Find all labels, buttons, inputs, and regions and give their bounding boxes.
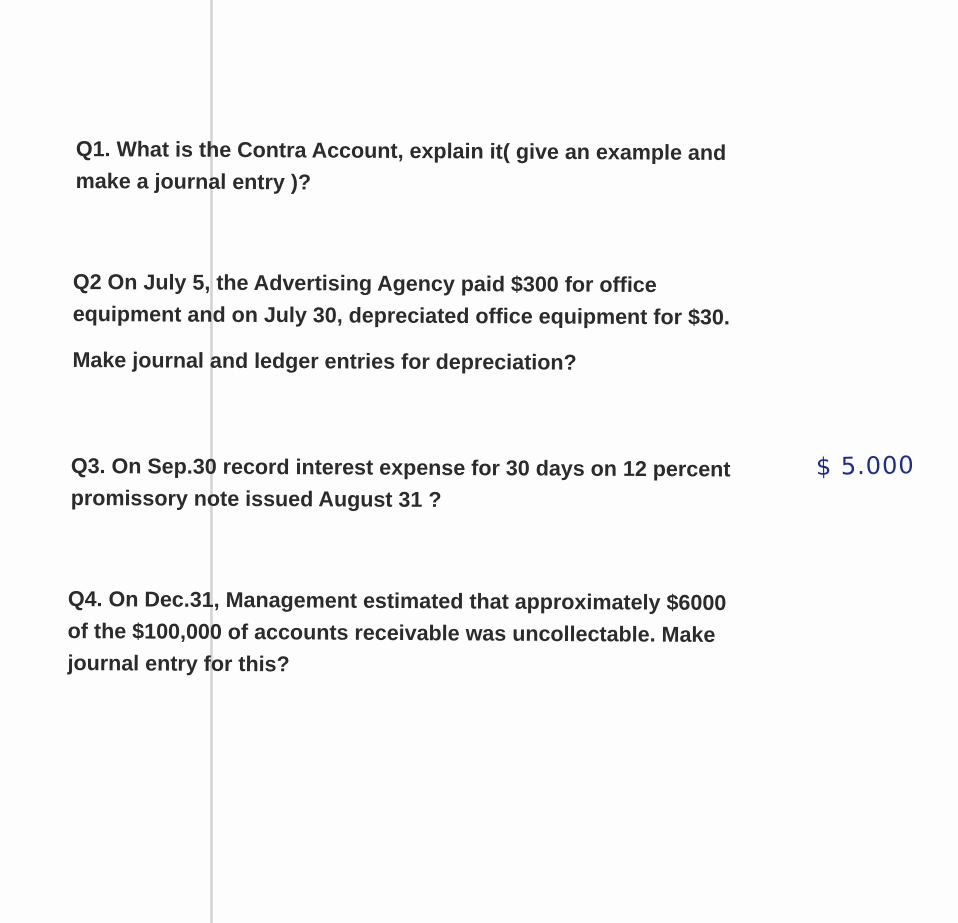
question-2 bbox=[72, 266, 730, 379]
question-3 bbox=[71, 450, 731, 517]
question-2-line-1: Q2 On July 5, the Advertising Agency paid $300 for office bbox=[72, 269, 657, 298]
question-1-line-2: make a journal entry )? bbox=[75, 168, 312, 195]
question-1-line-1: Q1. What is the Contra Account, explain it( give an example and bbox=[75, 136, 727, 165]
question-4 bbox=[67, 583, 726, 683]
question-4-line-3: journal entry for this? bbox=[67, 650, 290, 677]
question-3-line-1: Q3. On Sep.30 record interest expense for 30 days on 12 percent bbox=[70, 453, 731, 482]
question-3-line-2: promissory note issued August 31 ? bbox=[70, 485, 442, 512]
question-4-line-2: of the $100,000 of accounts receivable was uncollectable. Make bbox=[67, 618, 716, 647]
question-2-line-2: equipment and on July 30, depreciated office equipment for $30. bbox=[72, 301, 730, 330]
question-1 bbox=[76, 133, 727, 201]
question-2-line-3: Make journal and ledger entries for depreciation? bbox=[72, 347, 577, 375]
question-4-line-1: Q4. On Dec.31, Management estimated that approximately $6000 bbox=[67, 586, 727, 616]
handwritten-amount: $ 5.000 bbox=[815, 451, 915, 481]
